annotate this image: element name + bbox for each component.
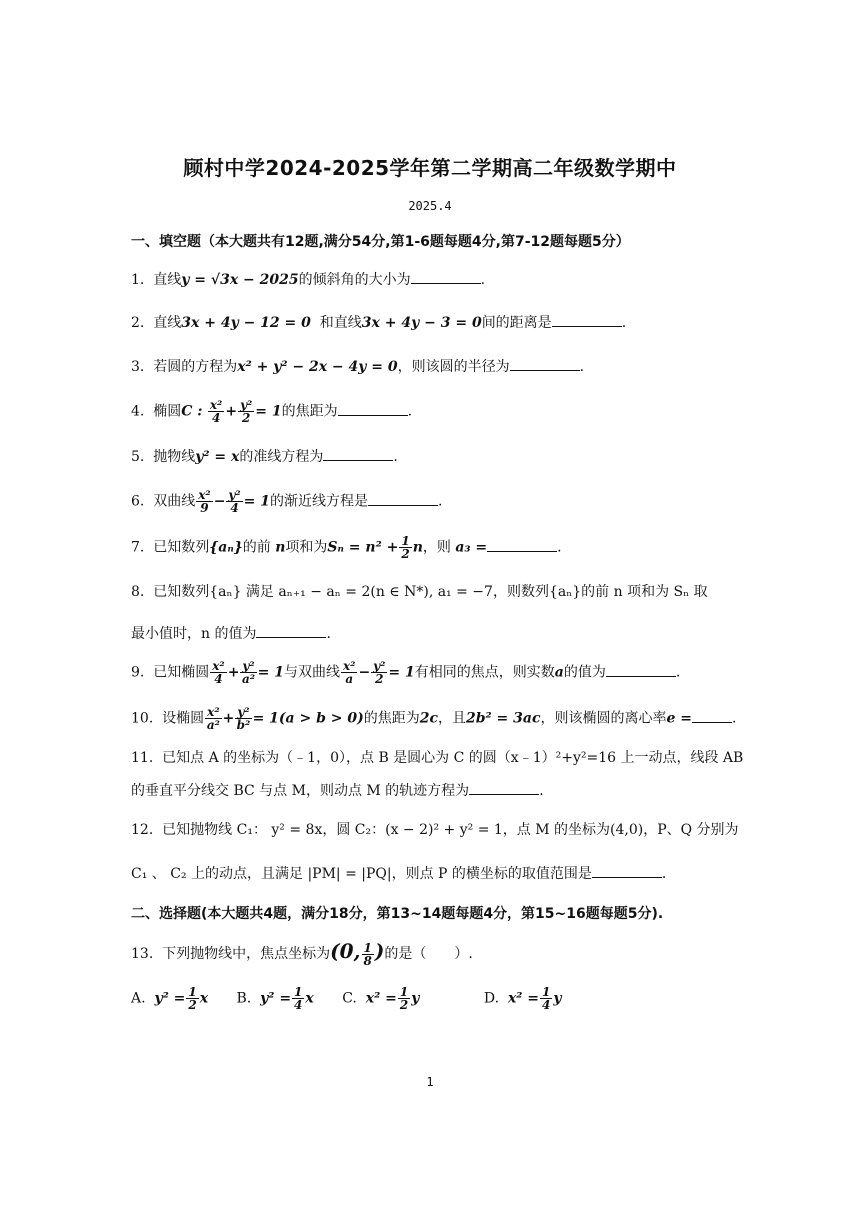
math-expression: y = √3x − 2025 [181, 272, 299, 288]
question-number: 1. [131, 272, 145, 288]
question-1: 1. 直线y = √3x − 2025的倾斜角的大小为 . [131, 272, 486, 288]
question-4: 4. 椭圆C : $\frac{\text{x²}}{4}$ + $\frac{\text{y²}}{2}$ = 1的焦距为 . [131, 398, 413, 425]
question-11-continued: 的垂直平分线交 BC 与点 M，则动点 M 的轨迹方程为 . [131, 783, 544, 799]
page-number: 1 [426, 1075, 434, 1089]
answer-blank [368, 493, 438, 506]
question-8-continued: 最小值时，n 的值为 . [131, 626, 331, 642]
answer-blank [692, 710, 732, 723]
question-13: 13. 下列抛物线中，焦点坐标为(0, $\frac{1}{8}$ )的是（ ）. [131, 939, 473, 968]
question-3: 3. 若圆的方程为x² + y² − 2x − 4y = 0，则该圆的半径为 . [131, 359, 585, 375]
section-fill-in-heading: 一、填空题（本大题共有12题,满分54分,第1-6题每题4分,第7-12题每题5分） [131, 234, 630, 250]
answer-blank [338, 403, 408, 416]
answer-blank [323, 448, 393, 461]
option-d[interactable]: D. x² = $\frac{1}{4}$ y [483, 985, 562, 1012]
answer-blank [256, 625, 326, 638]
question-5: 5. 抛物线y² = x的准线方程为 . [131, 449, 398, 465]
exam-date: 2025.4 [408, 199, 452, 213]
answer-blank [510, 358, 580, 371]
question-text: 直线 [153, 272, 182, 288]
question-11: 11. 已知点 A 的坐标为（﹣1，0），点 B 是圆心为 C 的圆（x﹣1）²+y²=16 上一动点，线段 AB [131, 750, 744, 766]
answer-blank [552, 314, 622, 327]
exam-title: 顾村中学2024-2025学年第二学期高二年级数学期中 [183, 156, 677, 180]
answer-blank [592, 865, 662, 878]
option-c[interactable]: C. x² = $\frac{1}{2}$ y [342, 985, 420, 1012]
question-12-continued: C₁ 、 C₂ 上的动点，且满足 |PM| = |PQ|，则点 P 的横坐标的取值范围是 . [131, 866, 667, 882]
question-8: 8. 已知数列{aₙ} 满足 aₙ₊₁ − aₙ = 2(n ∈ N*), a₁ = −7，则数列{aₙ}的前 n 项和为 Sₙ 取 [131, 584, 708, 600]
answer-blank [411, 271, 481, 284]
question-2: 2. 直线3x + 4y − 12 = 0 和直线3x + 4y − 3 = 0间的距离是 . [131, 315, 627, 331]
answer-options [131, 986, 586, 1011]
fraction: $\frac{1}{2}$ [401, 534, 410, 561]
option-a[interactable]: A. y² = $\frac{1}{2}$ x [131, 985, 209, 1012]
answer-blank [606, 664, 676, 677]
fraction: $\frac{\text{y²}}{4}$ [228, 488, 241, 515]
answer-blank [469, 782, 539, 795]
question-7: 7. 已知数列{aₙ}的前 n项和为Sₙ = n² + $\frac{1}{2}$ n，则 a₃ = . [131, 534, 562, 561]
question-9: 9. 已知椭圆 $\frac{\text{x²}}{4}$ + $\frac{\text{y²}}{\text{a²}}$ = 1与双曲线 $\frac{\text{x²}}{a}$ − $\frac{\text{y²}}{2}$ = 1有相同的焦点，则实数a的值为 . [131, 659, 681, 686]
fraction: $\frac{\text{y²}}{2}$ [240, 398, 253, 425]
option-b[interactable]: B. y² = $\frac{1}{4}$ x [236, 985, 314, 1012]
question-12: 12. 已知抛物线 C₁： y² = 8x，圆 C₂：(x − 2)² + y² = 1，点 M 的坐标为(4,0)，P、Q 分别为 [131, 822, 739, 838]
section-choice-heading: 二、选择题(本大题共4题，满分18分，第13~14题每题4分，第15~16题每题5分). [131, 906, 664, 922]
fraction: $\frac{\text{x²}}{4}$ [209, 398, 223, 425]
question-6: 6. 双曲线 $\frac{\text{x²}}{9}$ − $\frac{\text{y²}}{4}$ = 1的渐近线方程是 . [131, 488, 443, 515]
question-text: 的倾斜角的大小为 [298, 272, 411, 288]
answer-blank [487, 539, 557, 552]
fraction: $\frac{\text{x²}}{9}$ [198, 488, 211, 515]
question-10: 10. 设椭圆 $\frac{\text{x²}}{\text{a²}}$ + $\frac{\text{y²}}{\text{b²}}$ = 1(a > b > 0)的焦距为2c，且2b² = 3ac，则该椭圆的离心率e = . [131, 705, 737, 732]
